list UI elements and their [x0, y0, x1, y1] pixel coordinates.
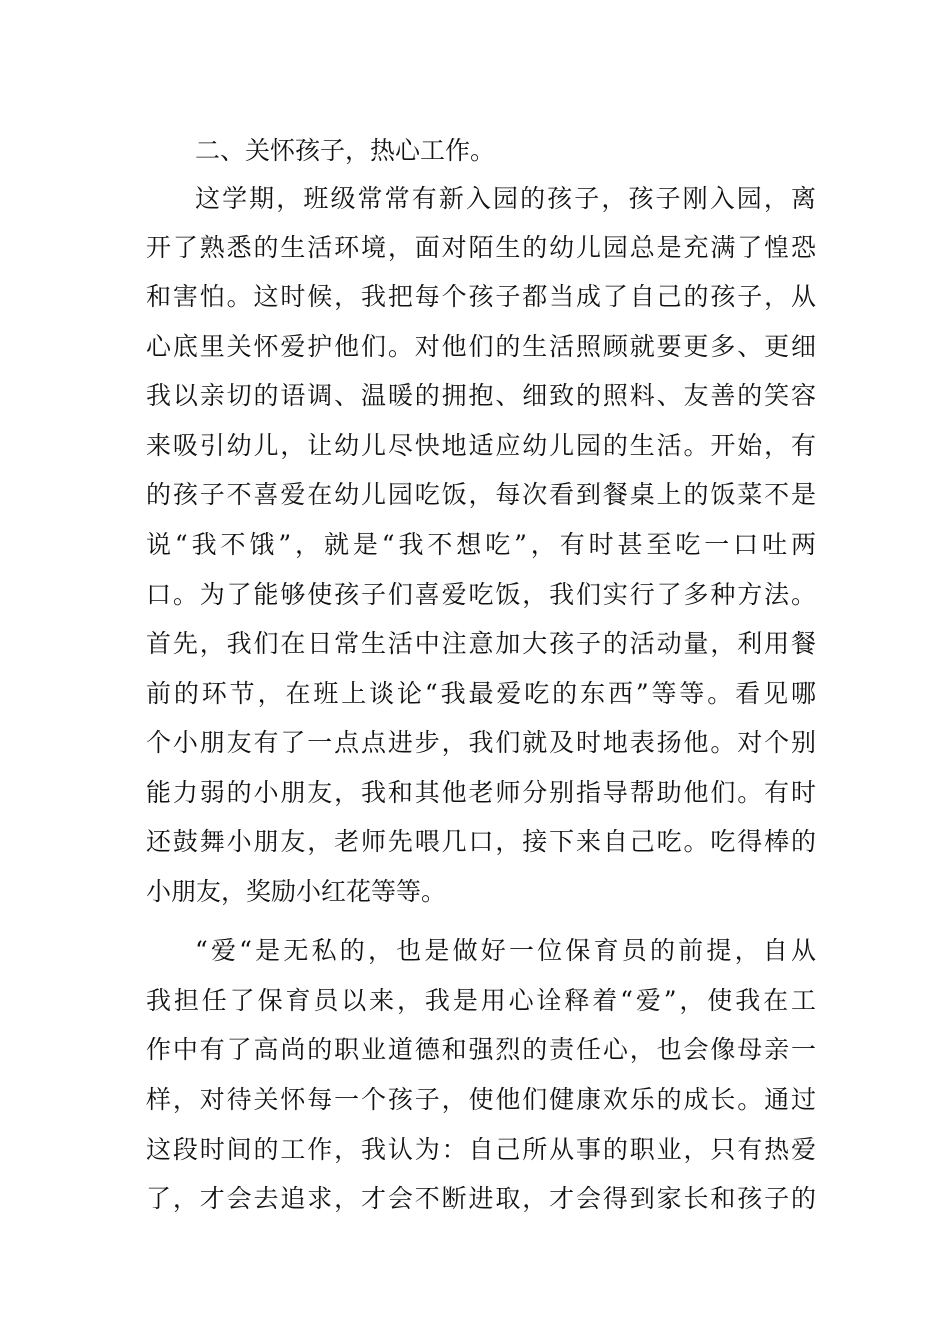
paragraph-line: 个小朋友有了一点点进步，我们就及时地表扬他。对个别 — [146, 728, 816, 757]
paragraph-line: 小朋友，奖励小红花等等。 — [146, 877, 447, 906]
paragraph-line: 来吸引幼儿，让幼儿尽快地适应幼儿园的生活。开始，有 — [146, 431, 816, 460]
paragraph-line: 样，对待关怀每一个孩子，使他们健康欢乐的成长。通过 — [146, 1085, 816, 1114]
paragraph-line: 我以亲切的语调、温暖的拥抱、细致的照料、友善的笑容 — [146, 381, 816, 410]
paragraph-line: 开了熟悉的生活环境，面对陌生的幼儿园总是充满了惶恐 — [146, 233, 816, 262]
paragraph-line: 这学期，班级常常有新入园的孩子，孩子刚入园，离 — [195, 184, 816, 213]
paragraph-line: “爱“是无私的，也是做好一位保育员的前提，自从 — [195, 936, 816, 965]
paragraph-line: 的孩子不喜爱在幼儿园吃饭，每次看到餐桌上的饭菜不是 — [146, 480, 816, 509]
paragraph-line: 心底里关怀爱护他们。对他们的生活照顾就要更多、更细 — [146, 332, 816, 361]
paragraph-line: 了，才会去追求，才会不断进取，才会得到家长和孩子的 — [146, 1184, 816, 1213]
paragraph-line: 口。为了能够使孩子们喜爱吃饭，我们实行了多种方法。 — [146, 580, 816, 609]
paragraph-line: 首先，我们在日常生活中注意加大孩子的活动量，利用餐 — [146, 629, 816, 658]
paragraph-line: 能力弱的小朋友，我和其他老师分别指导帮助他们。有时 — [146, 778, 816, 807]
paragraph-line: 作中有了高尚的职业道德和强烈的责任心，也会像母亲一 — [146, 1035, 816, 1064]
paragraph-line: 和害怕。这时候，我把每个孩子都当成了自己的孩子，从 — [146, 282, 816, 311]
paragraph-line: 这段时间的工作，我认为：自己所从事的职业，只有热爱 — [146, 1135, 816, 1164]
paragraph-line: 还鼓舞小朋友，老师先喂几口，接下来自己吃。吃得棒的 — [146, 827, 816, 856]
paragraph-line: 我担任了保育员以来，我是用心诠释着“爱”，使我在工 — [146, 986, 816, 1015]
paragraph-line: 前的环节，在班上谈论“我最爱吃的东西”等等。看见哪 — [146, 679, 816, 708]
section-heading: 二、关怀孩子，热心工作。 — [195, 136, 496, 165]
paragraph-line: 说“我不饿”，就是“我不想吃”，有时甚至吃一口吐两 — [146, 530, 816, 559]
